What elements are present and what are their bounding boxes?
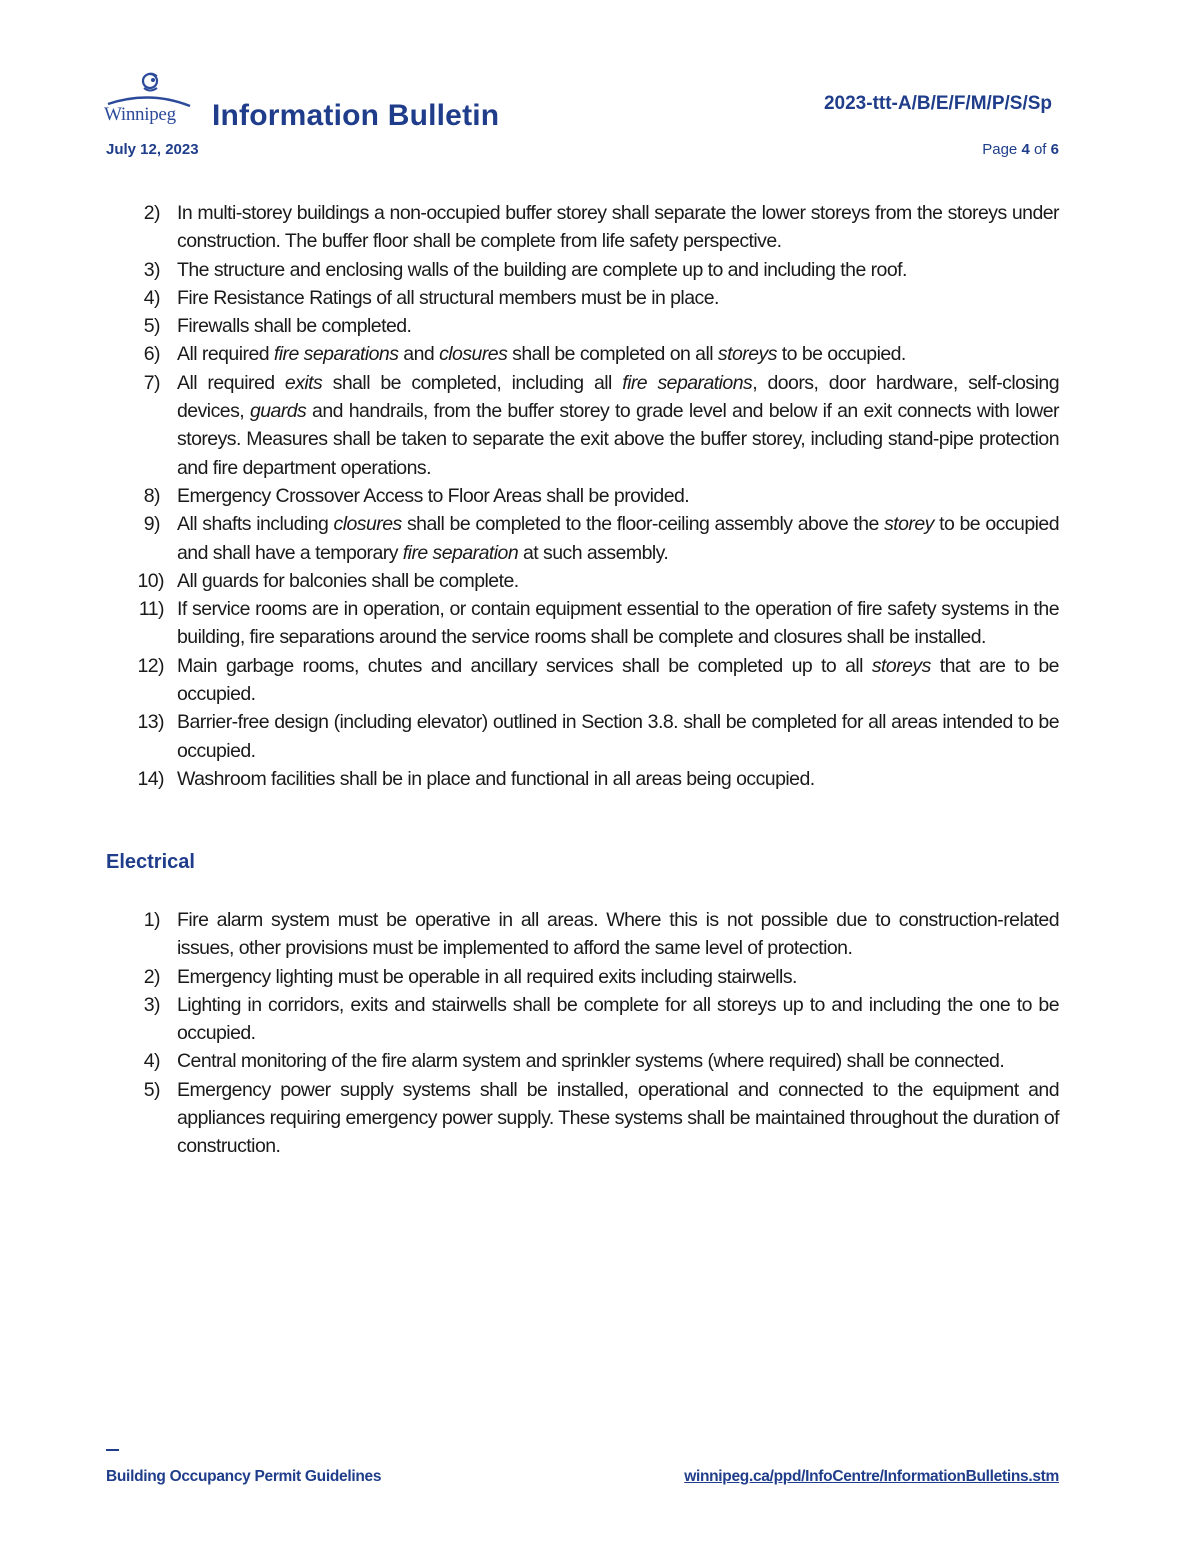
list-item-text: The structure and enclosing walls of the building are complete up to and including the roof.: [177, 258, 907, 281]
list-item-number: 5): [143, 315, 160, 338]
list-item-text: Fire alarm system must be operative in all areas. Where this is not possible due to construction-related issues, other provisions must be implemented to afford the same level of protection.: [177, 909, 1059, 960]
section-heading-electrical: Electrical: [106, 851, 195, 873]
list-item-text: Lighting in corridors, exits and stairwells shall be complete for all storeys up to and including the one to be occupied.: [177, 993, 1059, 1045]
list-item-text: and handrails, from the buffer storey to grade level and below if an exit connects with lower storeys. Measures shall be taken to separate the exit above the buffer storey, including stand-pipe protection and fire department operations.: [177, 400, 1059, 479]
list-item: [128, 765, 1059, 793]
list-item-text: Emergency Crossover Access to Floor Areas shall be provided.: [177, 484, 690, 507]
page-label: Page: [982, 141, 1018, 158]
list-item: [128, 199, 1059, 256]
list-item-text: Emergency lighting must be operable in all required exits including stairwells.: [177, 965, 797, 988]
list-item-number: 4): [143, 286, 160, 309]
list-item-text: shall be completed to the floor-ceiling assembly above the: [401, 513, 885, 536]
list-item-text: to be occupied and shall have a temporary: [177, 513, 1060, 564]
list-item: [128, 1076, 1059, 1161]
list-item-text: Firewalls shall be completed.: [177, 315, 412, 338]
list-item-text: In multi-storey buildings a non-occupied buffer storey shall separate the lower storeys from the storeys under construction. The buffer floor shall be complete from life safety perspective.: [177, 202, 1059, 253]
list-item: [128, 963, 1059, 991]
list-item-text: Main garbage rooms, chutes and ancillary services shall be completed up to all: [177, 654, 872, 677]
page-total: 6: [1050, 141, 1059, 158]
list-item-number: 12): [137, 654, 164, 677]
list-item: [128, 652, 1059, 709]
bulletin-date: July 12, 2023: [106, 141, 199, 158]
list-item-text: , doors, door hardware, self-closing devices,: [177, 371, 1060, 423]
footer-link[interactable]: winnipeg.ca/ppd/InfoCentre/InformationBulletins.stm: [684, 1468, 1059, 1485]
defined-term: exits: [284, 371, 323, 394]
defined-term: storeys: [717, 343, 777, 366]
defined-term: storeys: [871, 654, 931, 677]
defined-term: fire separation: [402, 541, 519, 564]
list-item-text: All required: [177, 371, 285, 394]
defined-term: guards: [249, 400, 307, 423]
list-item-text: Fire Resistance Ratings of all structural members must be in place.: [177, 286, 719, 309]
bulletin-title: Information Bulletin: [212, 99, 500, 132]
list-item-text: and: [398, 343, 440, 366]
list-item-number: 4): [143, 1050, 160, 1073]
list-item-number: 6): [143, 343, 160, 366]
list-item: [128, 991, 1059, 1048]
list-item: [128, 284, 1059, 312]
list-item: [128, 567, 1059, 595]
list-item-number: 9): [143, 513, 160, 536]
defined-term: closures: [333, 513, 402, 536]
list-item: [128, 482, 1059, 510]
list-item-number: 14): [137, 767, 164, 790]
electrical-requirements-list: [128, 906, 1059, 1161]
defined-term: fire separations: [622, 371, 753, 394]
list-item-text: shall be completed on all: [507, 343, 718, 366]
list-item: [128, 595, 1059, 652]
list-item-text: All shafts including: [177, 513, 334, 536]
page-indicator: [982, 141, 1059, 158]
defined-term: storey: [884, 513, 934, 536]
list-item-number: 5): [143, 1078, 160, 1101]
list-item-number: 2): [143, 202, 160, 224]
list-item-number: 3): [143, 993, 160, 1016]
list-item-text: All guards for balconies shall be complete.: [177, 569, 519, 592]
list-item-text: at such assembly.: [518, 541, 669, 564]
list-item: [128, 369, 1059, 482]
footer-document-title: Building Occupancy Permit Guidelines: [106, 1468, 382, 1485]
page-of: of: [1033, 141, 1047, 158]
list-item-text: that are to be occupied.: [177, 654, 1059, 706]
list-item-text: shall be completed, including all: [322, 371, 623, 394]
list-item-text: If service rooms are in operation, or contain equipment essential to the operation of fire safety systems in the building, fire separations around the service rooms shall be complete and closures shall be installed.: [177, 598, 1059, 649]
list-item-number: 8): [143, 484, 160, 507]
list-item: [128, 708, 1059, 765]
list-item: [128, 340, 1059, 368]
list-item-number: 2): [143, 965, 160, 988]
page-current: 4: [1021, 141, 1030, 158]
list-item: [128, 906, 1059, 963]
defined-term: fire separations: [273, 343, 399, 366]
list-item: [128, 256, 1059, 284]
winnipeg-logo: [104, 66, 196, 132]
requirements-list: [128, 199, 1059, 793]
list-item-text: Emergency power supply systems shall be installed, operational and connected to the equipment and appliances requiring emergency power supply. These systems shall be maintained throughout the duration of construction.: [177, 1078, 1059, 1158]
list-item-number: 1): [143, 909, 160, 931]
list-item-text: Washroom facilities shall be in place and functional in all areas being occupied.: [177, 767, 815, 790]
list-item-number: 3): [143, 258, 160, 281]
list-item-text: Barrier-free design (including elevator) outlined in Section 3.8. shall be completed for all areas intended to be occupied.: [177, 711, 1059, 762]
list-item: [128, 510, 1059, 567]
list-item: [128, 1047, 1059, 1075]
defined-term: closures: [439, 343, 508, 366]
footer-dash: [106, 1449, 119, 1451]
list-item-number: 13): [137, 711, 164, 734]
list-item-number: 11): [138, 598, 164, 621]
logo-wordmark: Winnipeg: [104, 104, 176, 125]
bulletin-code: 2023-ttt-A/B/E/F/M/P/S/Sp: [823, 93, 1052, 114]
list-item: [128, 312, 1059, 340]
list-item-number: 10): [137, 569, 164, 592]
list-item-text: to be occupied.: [776, 343, 906, 366]
list-item-number: 7): [143, 371, 160, 394]
list-item-text: Central monitoring of the fire alarm system and sprinkler systems (where required) shall be connected.: [177, 1050, 1005, 1073]
list-item-text: All required: [177, 343, 274, 366]
